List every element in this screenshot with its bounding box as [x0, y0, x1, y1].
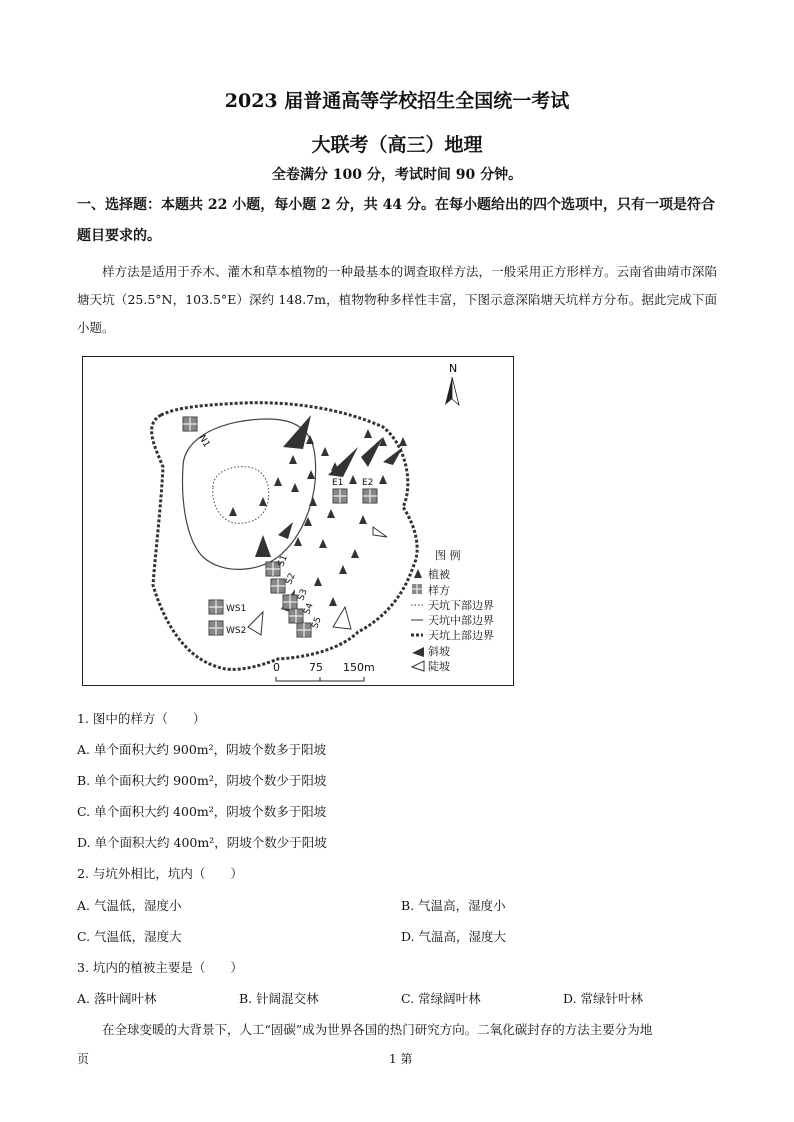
q3-option-b[interactable]: B. 针阔混交林	[239, 991, 319, 1006]
svg-text:天坑下部边界: 天坑下部边界	[428, 599, 494, 612]
svg-text:样方: 样方	[428, 584, 450, 597]
plot-label: WS2	[226, 626, 247, 636]
q2-option-c[interactable]: C. 气温低，湿度大	[77, 929, 182, 944]
sinkhole-map	[82, 356, 514, 686]
svg-text:75: 75	[309, 661, 323, 674]
question-2-stem: 2. 与坑外相比，坑内（ ）	[77, 866, 243, 881]
scale-bar	[273, 661, 375, 681]
slope-marks	[248, 415, 403, 635]
plot-label: S2	[284, 571, 298, 587]
page-number: 1 第	[389, 1052, 413, 1066]
footer-left: 页	[77, 1052, 90, 1066]
plot-label: E1	[332, 478, 344, 488]
section-heading: 一、选择题：本题共 22 小题，每小题 2 分，共 44 分。在每小题给出的四个选项中，只有一项是符合题目要求的。	[77, 197, 715, 244]
svg-text:N: N	[449, 362, 458, 375]
q2-option-b[interactable]: B. 气温高，湿度小	[401, 898, 506, 913]
plot-label: E2	[362, 478, 374, 488]
exam-info: 全卷满分 100 分，考试时间 90 分钟。	[271, 167, 523, 183]
svg-text:植被: 植被	[428, 568, 450, 581]
q3-option-c[interactable]: C. 常绿阔叶林	[401, 991, 481, 1006]
map-legend	[411, 548, 494, 673]
q2-option-d[interactable]: D. 气温高，湿度大	[401, 929, 507, 944]
plot-grid-icons	[183, 417, 377, 637]
q3-option-a[interactable]: A. 落叶阔叶林	[77, 991, 157, 1006]
q1-option-d[interactable]: D. 单个面积大约 400m²，阴坡个数少于阳坡	[77, 835, 327, 850]
passage-1: 样方法是适用于乔木、灌木和草本植物的一种最基本的调查取样方法，一般采用正方形样方。云南省曲靖市深陷塘天坑（25.5°N，103.5°E）深约 148.7m，植物物种多样性丰富，下图示意深陷塘天坑样方分布。据此完成下面小题。	[77, 264, 717, 335]
plot-label: N1	[196, 433, 212, 450]
north-arrow-icon	[445, 362, 459, 405]
passage-2: 在全球变暖的大背景下，人工“固碳”成为世界各国的热门研究方向。二氧化碳封存的方法主要分为地	[102, 1022, 653, 1037]
exam-subtitle: 大联考（高三）地理	[311, 134, 483, 156]
svg-text:陡坡: 陡坡	[428, 660, 450, 673]
exam-title: 2023 届普通高等学校招生全国统一考试	[224, 90, 570, 112]
svg-text:天坑中部边界: 天坑中部边界	[428, 614, 494, 627]
svg-text:天坑上部边界: 天坑上部边界	[428, 629, 494, 642]
plot-label: S5	[310, 615, 324, 631]
q1-option-b[interactable]: B. 单个面积大约 900m²，阴坡个数少于阳坡	[77, 773, 327, 788]
plot-label: S3	[296, 587, 310, 603]
lower-boundary	[213, 467, 269, 524]
svg-text:0: 0	[273, 661, 280, 674]
vegetation-icons	[229, 429, 407, 606]
plot-label: WS1	[226, 604, 247, 614]
plot-label: S4	[302, 601, 316, 617]
plot-label: S1	[276, 553, 290, 569]
question-3-stem: 3. 坑内的植被主要是（ ）	[77, 960, 243, 975]
q3-option-d[interactable]: D. 常绿针叶林	[563, 991, 644, 1006]
question-1-stem: 1. 图中的样方（ ）	[77, 711, 206, 726]
svg-text:斜坡: 斜坡	[428, 645, 450, 658]
svg-text:150m: 150m	[343, 661, 375, 674]
q1-option-c[interactable]: C. 单个面积大约 400m²，阴坡个数多于阳坡	[77, 804, 327, 819]
svg-text:图 例: 图 例	[435, 549, 461, 562]
q1-option-a[interactable]: A. 单个面积大约 900m²，阴坡个数多于阳坡	[77, 742, 327, 757]
q2-option-a[interactable]: A. 气温低，湿度小	[77, 898, 182, 913]
